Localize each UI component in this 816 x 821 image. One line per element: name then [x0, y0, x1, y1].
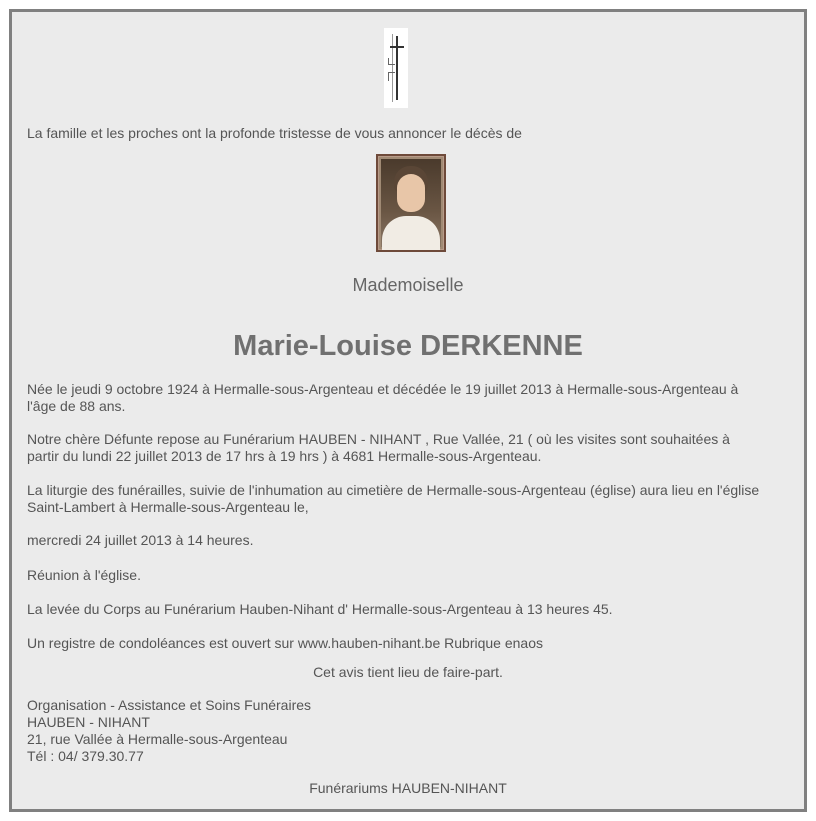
obituary-card [9, 9, 807, 812]
organisation-address: 21, rue Vallée à Hermalle-sous-Argenteau [27, 731, 288, 747]
birth-death-line-2: l'âge de 88 ans. [27, 398, 126, 414]
meeting-place: Réunion à l'église. [27, 567, 141, 583]
footer-signature: Funérariums HAUBEN-NIHANT [309, 780, 507, 796]
liturgy-line-2: Saint-Lambert à Hermalle-sous-Argenteau le, [27, 499, 309, 515]
resting-line-1: Notre chère Défunte repose au Funérarium HAUBEN - NIHANT , Rue Vallée, 21 ( où les visites sont souhaitées à [27, 431, 730, 447]
condolence-registry: Un registre de condoléances est ouvert sur www.hauben-nihant.be Rubrique enaos [27, 635, 543, 651]
organisation-phone: Tél : 04/ 379.30.77 [27, 748, 144, 764]
ceremony-date: mercredi 24 juillet 2013 à 14 heures. [27, 532, 254, 548]
organisation-line-1: Organisation - Assistance et Soins Funéraires [27, 697, 312, 713]
organisation-line-2: HAUBEN - NIHANT [27, 714, 150, 730]
deceased-name: Marie-Louise DERKENNE [233, 330, 583, 362]
birth-death-line-1: Née le jeudi 9 octobre 1924 à Hermalle-sous-Argenteau et décédée le 19 juillet 2013 à Hermalle-sous-Argenteau à [27, 381, 739, 397]
obituary-content [27, 12, 789, 809]
levee-info: La levée du Corps au Funérarium Hauben-Nihant d' Hermalle-sous-Argenteau à 13 heures 45. [27, 601, 613, 617]
liturgy-line-1: La liturgie des funérailles, suivie de l'inhumation au cimetière de Hermalle-sous-Argenteau (église) aura lieu en l'église [27, 482, 760, 498]
notice-text: Cet avis tient lieu de faire-part. [313, 664, 503, 680]
honorific: Mademoiselle [352, 275, 464, 295]
portrait-photo [376, 154, 446, 252]
resting-line-2: partir du lundi 22 juillet 2013 de 17 hrs à 19 hrs ) à 4681 Hermalle-sous-Argenteau. [27, 448, 542, 464]
intro-text: La famille et les proches ont la profonde tristesse de vous annoncer le décès de [27, 125, 522, 141]
